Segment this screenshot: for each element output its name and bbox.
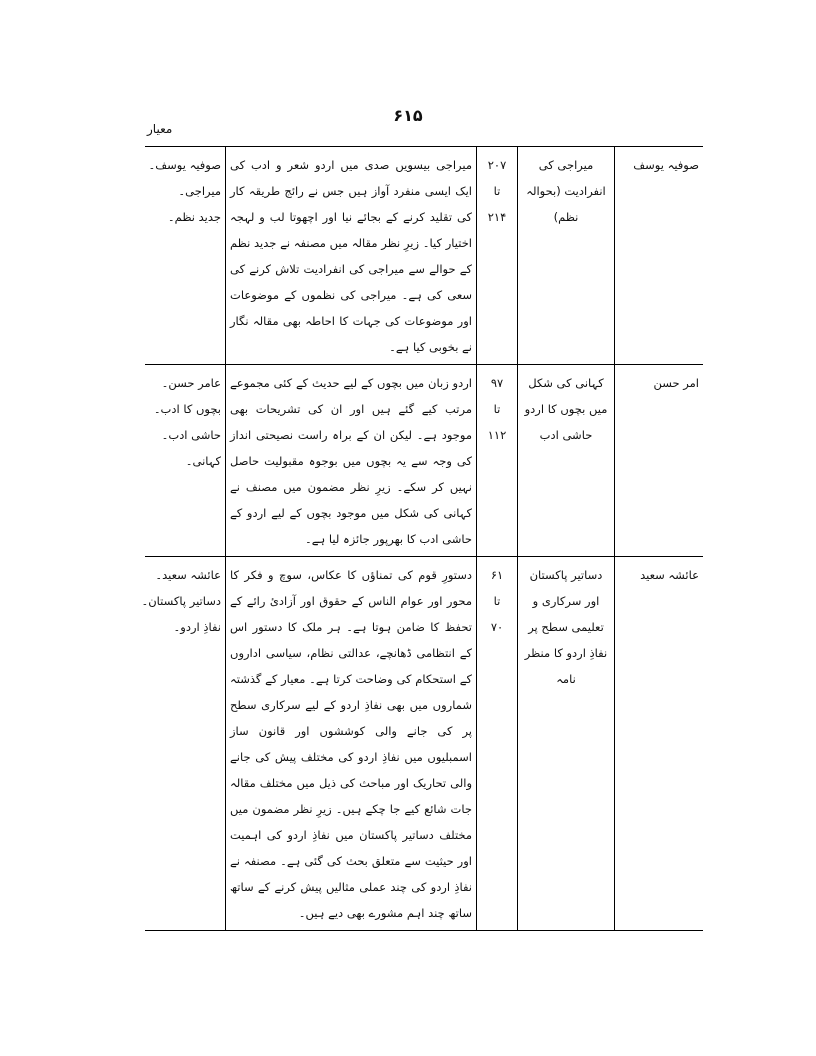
title-text: میراجی کی انفرادیت (بحوالہ نظم) [526, 158, 606, 224]
page-number: ۶۱۵ [393, 106, 423, 125]
table-row [145, 365, 703, 557]
summary-cell: دستورِ قوم کی تمناؤں کا عکاس، سوچ و فکر کا محور اور عوام الناس کے حقوق اور آزادیٔ رائے کے تحفظ کا ضامن ہوتا ہے۔ ہر ملک کا دستور اس کے انتظامی ڈھانچے، عدالتی نظام، سیاسی اداروں کے استحکام کی وضاحت کرتا ہے۔ معیار کے گذشتہ شماروں میں بھی نفاذِ اردو کے لیے سرکاری سطح پر کی جانے والی کوششوں اور قانون ساز اسمبلیوں میں نفاذِ اردو کی مختلف پیش کی جانے والی تحاریک اور مباحث کی ذیل میں مختلف مقالہ جات شائع کیے جا چکے ہیں۔ زیرِ نظر مضمون میں مختلف دساتیر پاکستان میں نفاذِ اردو کی اہمیت اور حیثیت سے متعلق بحث کی گئی ہے۔ مصنفہ نے نفاذِ اردو کی چند عملی مثالیں پیش کرنے کے ساتھ ساتھ چند اہم مشورے بھی دیے ہیں۔ [226, 557, 477, 931]
page-to: ۷۰ [490, 620, 504, 634]
table-row [145, 147, 703, 365]
summary-cell: اردو زبان میں بچوں کے لیے حدیث کے کئی مجموعے مرتب کیے گئے ہیں اور ان کی تشریحات بھی موجود ہے۔ لیکن ان کے براہ راست نصیحتی انداز کی وجہ سے یہ بچوں میں بوجوہ مقبولیت حاصل نہیں کر سکے۔ زیرِ نظر مضمون میں مصنف نے کہانی کی شکل میں موجود بچوں کے لیے اردو کے حاشی ادب کا بھرپور جائزہ لیا ہے۔ [226, 365, 477, 557]
keyword: عائشہ سعید۔ [155, 568, 221, 582]
keywords-cell [141, 557, 226, 931]
author-cell: عائشہ سعید [615, 557, 704, 931]
page-from: ۲۰۷ [487, 158, 507, 172]
keyword: دساتیر پاکستان۔ [141, 594, 221, 608]
keyword: صوفیہ یوسف۔ [148, 158, 221, 172]
page-to: ۱۱۲ [487, 428, 507, 442]
author-cell: امر حسن [615, 365, 704, 557]
title-cell [518, 557, 615, 931]
page-to-word: تا [493, 402, 501, 416]
title-text: کہانی کی شکل میں بچوں کا اردو حاشی ادب [524, 376, 608, 442]
keyword: میراجی۔ [178, 184, 221, 198]
keyword: حاشی ادب۔ [161, 428, 221, 442]
page-to-word: تا [493, 184, 501, 198]
pages-cell [477, 365, 518, 557]
keyword: نفاذِ اردو۔ [173, 620, 221, 634]
keyword: جدید نظم۔ [167, 210, 221, 224]
summary-cell: میراجی بیسویں صدی میں اردو شعر و ادب کی ایک ایسی منفرد آواز ہیں جس نے رائج طریقہ کار کی تقلید کرنے کے بجائے نیا اور اچھوتا لب و لہجہ اختیار کیا۔ زیرِ نظر مقالہ میں مصنفہ نے جدید نظم کے حوالے سے میراجی کی انفرادیت تلاش کرنے کی سعی کی ہے۔ میراجی کی نظموں کے موضوعات اور موضوعات کی جہات کا احاطہ بھی مقالہ نگار نے بخوبی کیا ہے۔ [226, 147, 477, 365]
keyword: عامر حسن۔ [161, 376, 221, 390]
page-from: ۶۱ [490, 568, 504, 582]
keywords-cell [145, 365, 226, 557]
page-to: ۲۱۴ [487, 210, 507, 224]
keyword: کہانی۔ [185, 454, 221, 468]
pages-cell [477, 557, 518, 931]
title-cell [518, 365, 615, 557]
page-from: ۹۷ [490, 376, 504, 390]
author-cell: صوفیہ یوسف [615, 147, 704, 365]
title-text: دساتیر پاکستان اور سرکاری و تعلیمی سطح پر نفاذِ اردو کا منظر نامہ [524, 568, 608, 686]
keywords-cell [145, 147, 226, 365]
catalog-table [141, 146, 703, 931]
running-title: معیار [147, 122, 173, 136]
pages-cell [477, 147, 518, 365]
keyword: بچوں کا ادب۔ [153, 402, 221, 416]
page-to-word: تا [493, 594, 501, 608]
table-row [145, 557, 703, 931]
title-cell [518, 147, 615, 365]
